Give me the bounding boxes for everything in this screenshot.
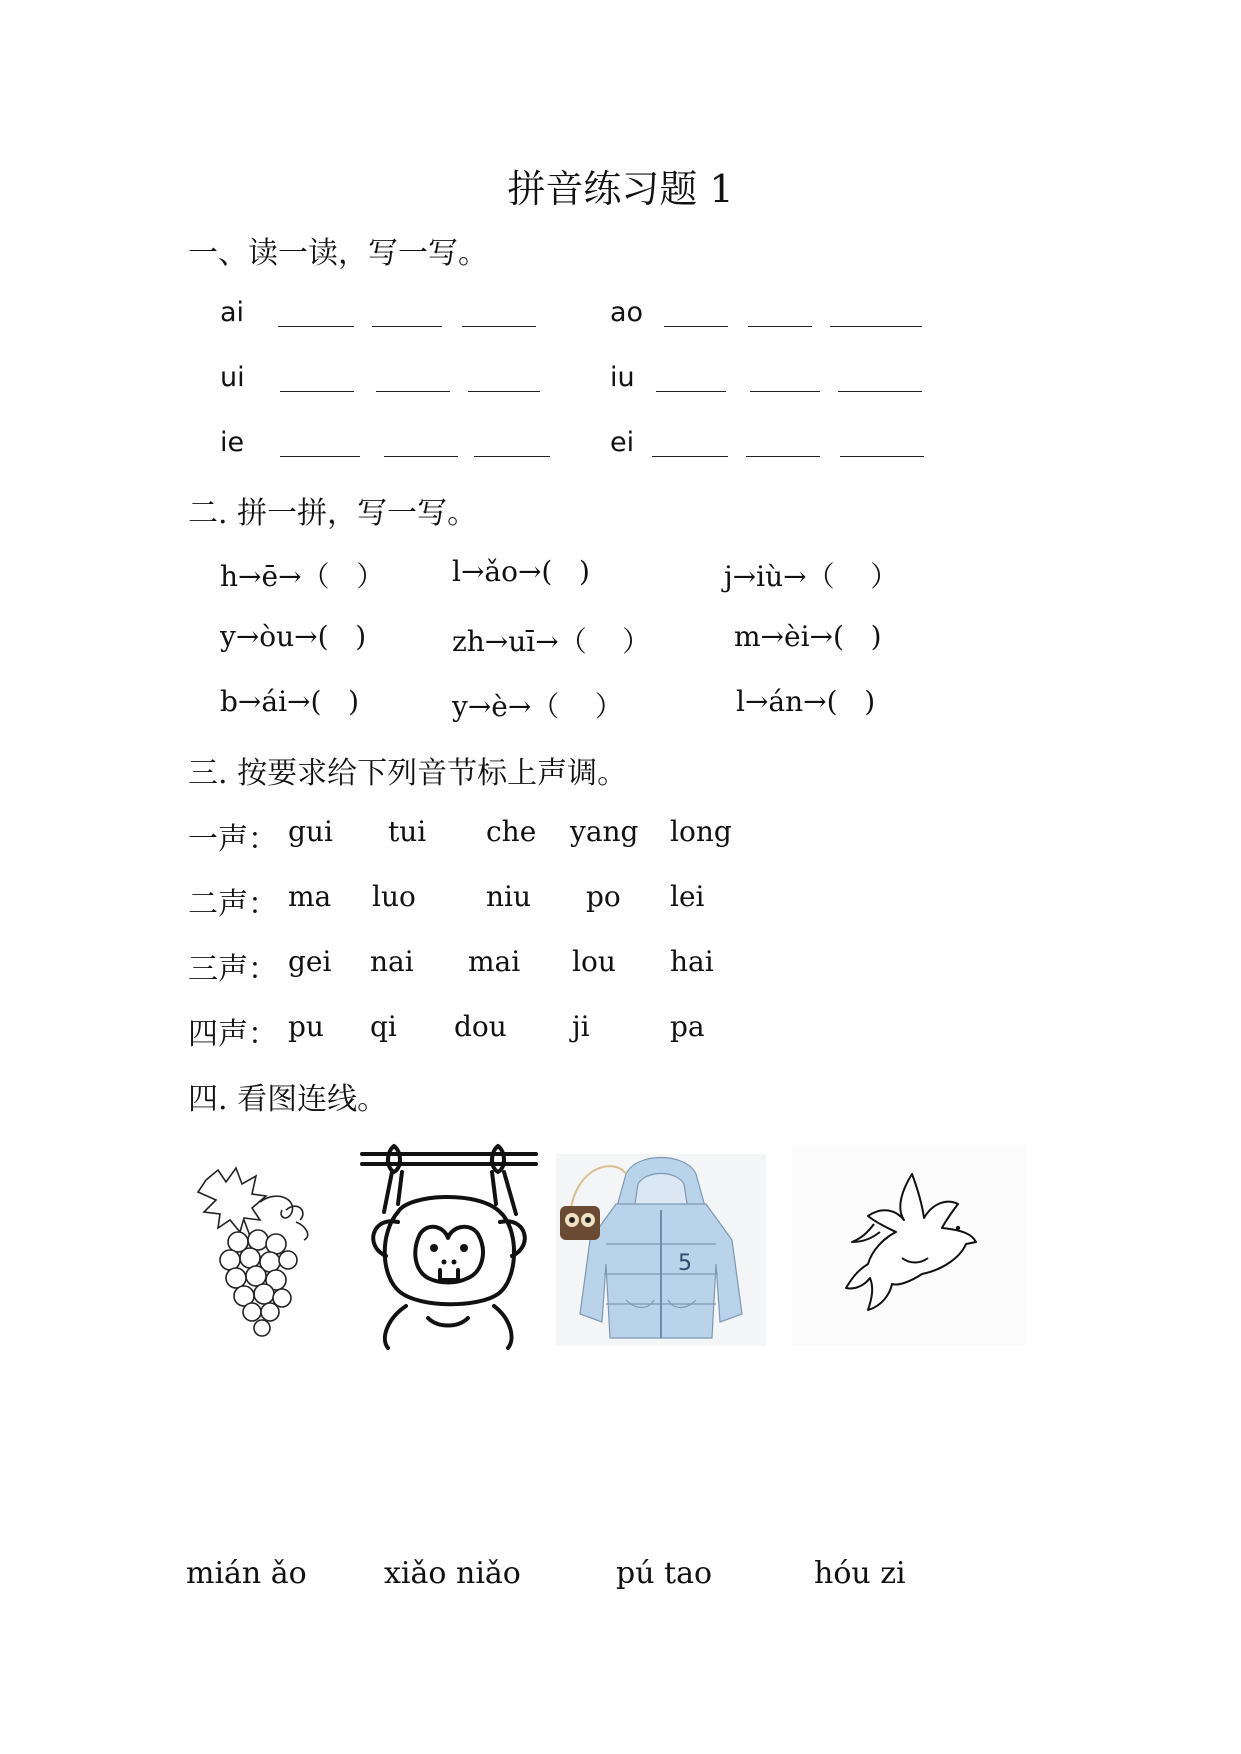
blank-line[interactable] [280,391,354,392]
blank-line[interactable] [278,326,354,327]
spell-item: j→iù→（ ） [724,560,899,593]
syllable: pa [670,1010,705,1043]
section-four-heading: 四. 看图连线。 [188,1082,388,1117]
vowel-iu: iu [610,362,635,393]
blank-line[interactable] [830,326,922,327]
section-one-heading: 一、读一读，写一写。 [188,236,488,271]
blank-line[interactable] [840,456,924,457]
jacket-picture[interactable] [556,1154,766,1346]
syllable: mai [468,945,521,978]
tone-label: 一声： [188,822,278,857]
syllable: gui [288,815,333,848]
syllable: gei [288,945,332,978]
spell-item: y→òu→( ) [220,620,367,653]
section-three-heading: 三. 按要求给下列音节标上声调。 [188,756,628,791]
vowel-ai: ai [220,297,245,328]
spell-item: b→ái→( ) [220,685,360,718]
section-two-heading: 二. 拼一拼，写一写。 [188,496,478,531]
syllable: ji [572,1010,590,1043]
blank-line[interactable] [664,326,728,327]
syllable: ma [288,880,332,913]
blank-line[interactable] [838,391,922,392]
syllable: pu [288,1010,324,1043]
blank-line[interactable] [746,456,820,457]
vowel-ao: ao [610,297,644,328]
page-title: 拼音练习题 1 [507,167,734,211]
answer-houzi[interactable]: hóu zi [814,1556,906,1591]
blank-line[interactable] [280,456,360,457]
spell-item: l→ǎo→( ) [452,555,590,588]
blank-line[interactable] [750,391,820,392]
blank-line[interactable] [748,326,812,327]
syllable: yang [570,815,639,848]
blank-line[interactable] [468,391,540,392]
grapes-picture[interactable] [186,1160,326,1340]
syllable: niu [486,880,532,913]
syllable: luo [372,880,416,913]
bird-picture[interactable] [792,1146,1026,1346]
syllable: lei [670,880,705,913]
syllable: dou [454,1010,507,1043]
spell-item: zh→uī→（ ） [452,625,651,658]
syllable: nai [370,945,414,978]
tone-label: 四声： [188,1017,278,1052]
answer-mianao[interactable]: mián ǎo [186,1556,307,1591]
tone-label: 二声： [188,887,278,922]
syllable: tui [388,815,427,848]
blank-line[interactable] [376,391,450,392]
blank-line[interactable] [652,456,728,457]
syllable: qi [370,1010,397,1043]
jacket-number-badge: 5 [678,1251,692,1276]
blank-line[interactable] [384,456,458,457]
blank-line[interactable] [656,391,726,392]
tone-label: 三声： [188,952,278,987]
syllable: po [586,880,621,913]
vowel-ie: ie [220,427,245,458]
monkey-picture[interactable] [358,1142,540,1350]
syllable: lou [572,945,616,978]
vowel-ei: ei [610,427,635,458]
syllable: hai [670,945,714,978]
answer-xiaoniao[interactable]: xiǎo niǎo [384,1556,521,1591]
vowel-ui: ui [220,362,245,393]
spell-item: h→ē→（ ） [220,560,385,593]
blank-line[interactable] [462,326,536,327]
blank-line[interactable] [474,456,550,457]
spell-item: y→è→（ ） [452,690,623,723]
blank-line[interactable] [372,326,442,327]
spell-item: l→án→( ) [736,685,876,718]
answer-putao[interactable]: pú tao [616,1556,713,1591]
spell-item: m→èi→( ) [734,620,882,653]
syllable: long [670,815,732,848]
syllable: che [486,815,537,848]
